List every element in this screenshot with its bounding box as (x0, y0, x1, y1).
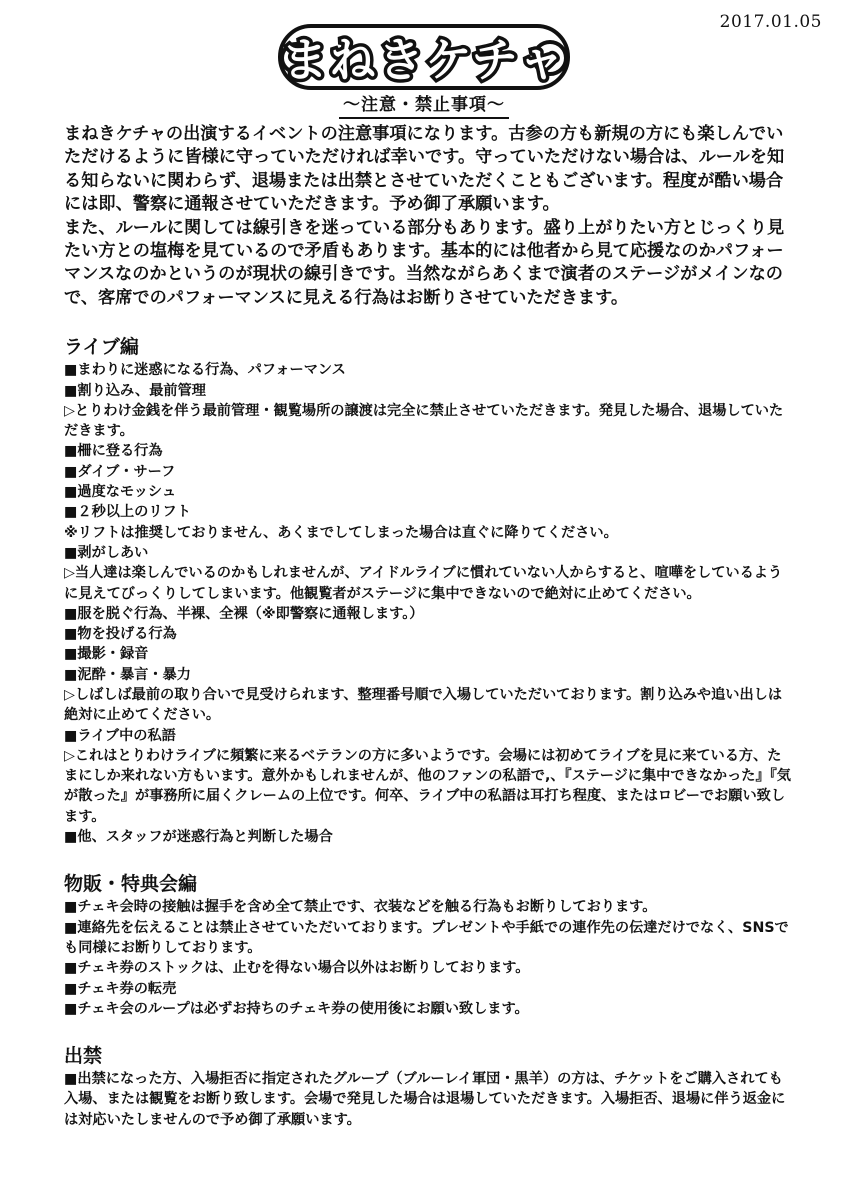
rule-item: ■物を投げる行為 (64, 626, 177, 643)
rule-note: ▷とりわけ金銭を伴う最前管理・観覧場所の譲渡は完全に禁止させていただきます。発見した場合、退場していただきます。 (64, 402, 784, 440)
rule-item: ■泥酔・暴言・暴力 (64, 666, 191, 683)
subtitle-text: 〜注意・禁止事項〜 (339, 90, 509, 119)
intro (64, 123, 792, 310)
manekiketya-logo-image (274, 18, 574, 94)
rule-item: ■出禁になった方、入場拒否に指定されたグループ（ブルーレイ軍団・黒羊）の方は、チケットをご購入されても入場、または観覧をお断り致します。会場で発見した場合は退場していただきます。入場拒否、退場に伴う返金には対応いたしませんので予め御了承願います。 (64, 1071, 786, 1128)
rule-note: ▷当人達は楽しんでいるのかもしれませんが、アイドルライブに慣れていない人からすると、喧嘩をしているように見えてびっくりしてしまいます。他観覧者がステージに集中できないので絶対に止めてください。 (64, 565, 783, 602)
rule-item: ■撮影・録音 (64, 646, 149, 663)
document-date: 2017.01.05 (719, 12, 822, 32)
subtitle (0, 90, 848, 119)
intro-paragraph: まねきケチャの出演するイベントの注意事項になります。古参の方も新規の方にも楽しんでいただけるように皆様に守っていただければ幸いです。守っていただけない場合は、ルールを知る知らないに関わらず、退場または出禁とさせていただくこともございます。程度が酷い場合には即、警察に通報させていただきます。予め御了承願います。 (64, 124, 785, 215)
rule-note: ▷しばしば最前の取り合いで見受けられます、整理番号順で入場していただいております。割り込みや追い出しは絶対に止めてください。 (64, 687, 783, 724)
rule-item: ■チェキ券の転売 (64, 980, 177, 997)
section-ban (64, 1043, 792, 1130)
rule-item: ■割り込み、最前管理 (64, 382, 206, 399)
logo-text: まねきケチャ (281, 33, 567, 87)
rule-item: ■チェキ券のストックは、止むを得ない場合以外はお断りしております。 (64, 960, 530, 977)
rule-item: ■ライブ中の私語 (64, 727, 176, 744)
section-live (64, 334, 792, 847)
rule-item: ■まわりに迷惑になる行為、パフォーマンス (64, 362, 346, 379)
rule-item: ■２秒以上のリフト (64, 504, 191, 521)
rule-item: ■過度なモッシュ (64, 484, 177, 501)
rule-note: ※リフトは推奨しておりません、あくまでしてしまった場合は直ぐに降りてください。 (64, 524, 618, 541)
section-title: ライブ編 (64, 336, 139, 359)
section-merch (64, 871, 792, 1019)
rule-item: ■剥がしあい (64, 544, 149, 561)
rule-item: ■チェキ会のループは必ずお持ちのチェキ券の使用後にお願い致します。 (64, 1000, 529, 1017)
document-body (64, 123, 792, 1130)
logo (0, 18, 848, 94)
rule-item: ■他、スタッフが迷惑行為と判断した場合 (64, 829, 333, 846)
rule-item: ■チェキ会時の接触は握手を含め全て禁止です、衣装などを触る行為もお断りしております。 (64, 899, 657, 916)
section-title: 出禁 (64, 1045, 103, 1068)
intro-paragraph: また、ルールに関しては線引きを迷っている部分もあります。盛り上がりたい方とじっくり見たい方との塩梅を見ているので矛盾もあります。基本的には他者から見て応援なのかパフォーマンスなのかというのが現状の線引きです。当然ながらあくまで演者のステージがメインなので、客席でのパフォーマンスに見える行為はお断りさせていただきます。 (64, 217, 785, 308)
section-title: 物販・特典会編 (64, 873, 198, 896)
rule-item: ■服を脱ぐ行為、半裸、全裸（※即警察に通報します。） (64, 605, 424, 622)
rule-item: ■連絡先を伝えることは禁止させていただいております。プレゼントや手紙での連作先の伝達だけでなく、SNSでも同様にお断りしております。 (64, 919, 789, 956)
rule-item: ■柵に登る行為 (64, 443, 163, 460)
rule-note: ▷これはとりわけライブに頻繁に来るベテランの方に多いようです。会場には初めてライブを見に来ている方、たまにしか来れない方もいます。意外かもしれませんが、他のファンの私語で,、『ステージに集中できなかった』『気が散った』が事務所に届くクレームの上位です。何卒、ライブ中の私語は耳打ち程度、またはロビーでお願い致します。 (64, 747, 791, 825)
rule-item: ■ダイブ・サーフ (64, 463, 176, 480)
